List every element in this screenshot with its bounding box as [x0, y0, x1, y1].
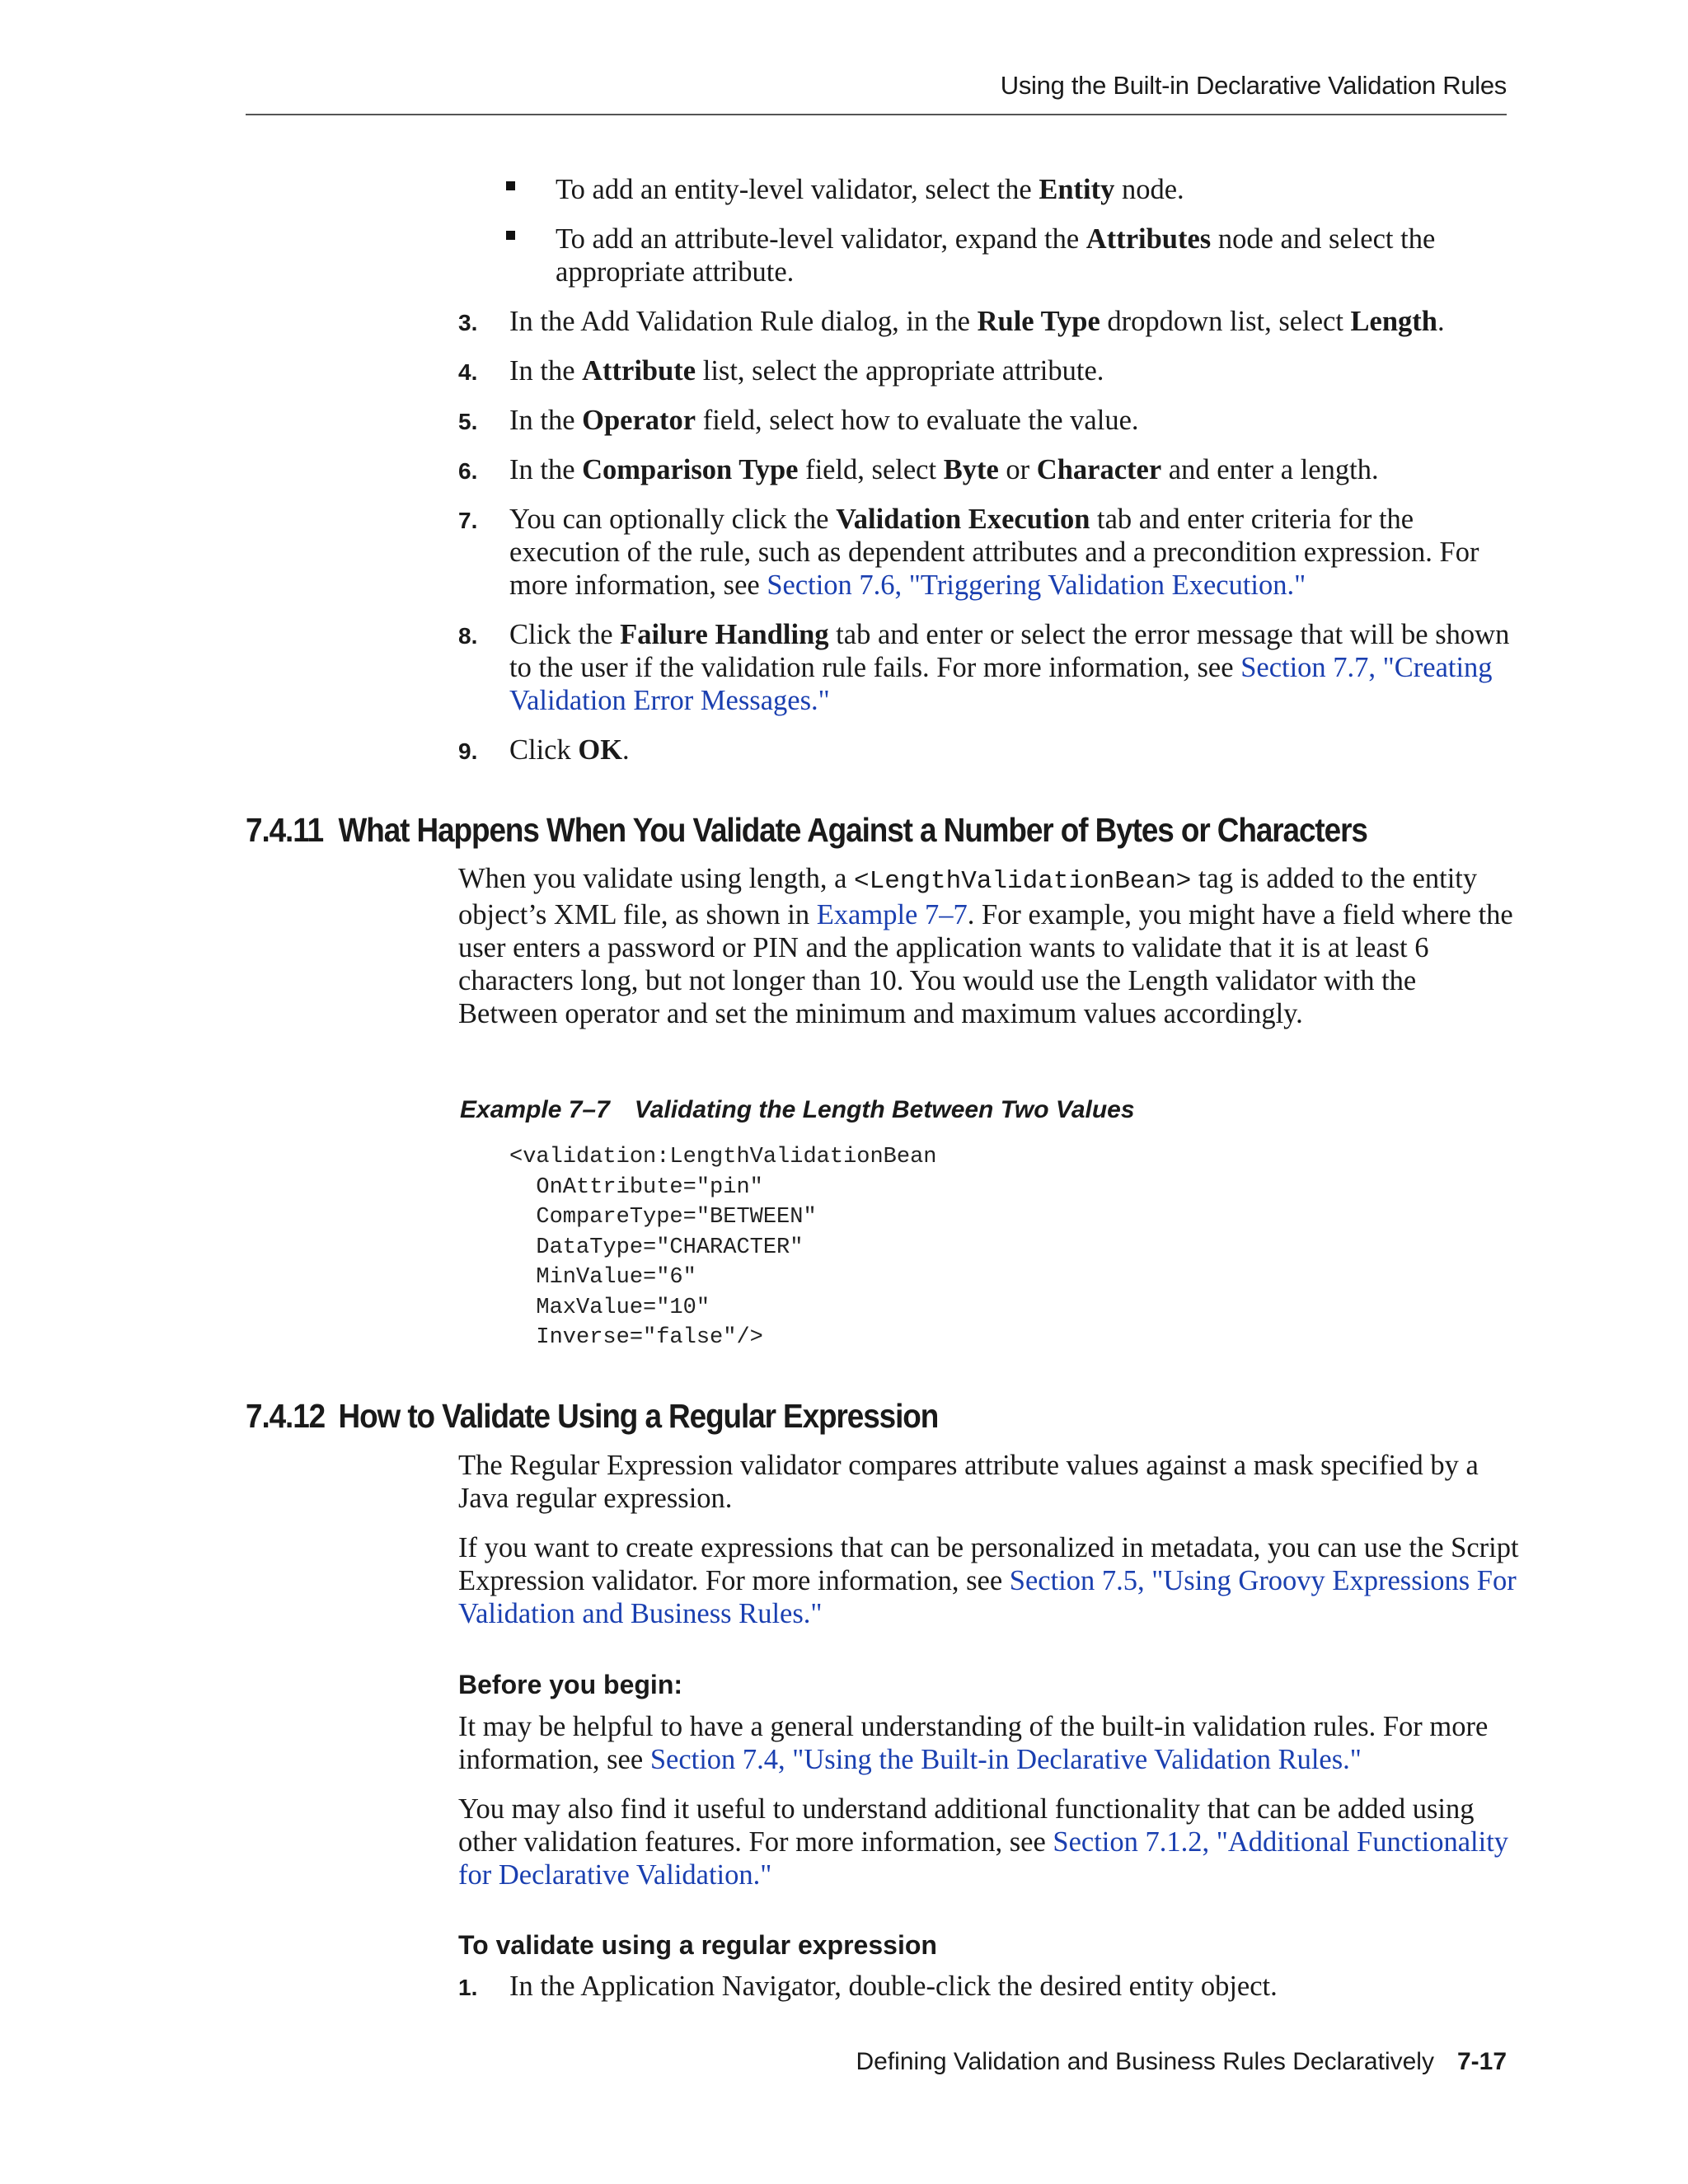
step-text: In the Application Navigator, double-click the desired entity object. — [509, 1971, 1278, 2002]
cross-reference-link[interactable]: Section 7.7, "Creating Validation Error Messages." — [509, 652, 1493, 716]
step-bold: Attribute — [582, 355, 696, 387]
step-item — [458, 404, 1513, 437]
step-text: In the — [509, 454, 583, 485]
step-text: In the Add Validation Rule dialog, in the — [509, 306, 978, 337]
page-footer — [856, 2048, 1507, 2076]
step-item — [458, 354, 1513, 387]
step-text: field, select — [798, 454, 944, 485]
bullet-text: node. — [1114, 174, 1184, 205]
step-text: and enter a length. — [1161, 454, 1379, 485]
step-text: or — [998, 454, 1037, 485]
step-text: In the — [509, 405, 583, 436]
procedure-heading: To validate using a regular expression — [458, 1930, 937, 1960]
section-heading-7-4-11 — [246, 811, 1367, 850]
bullet-text: node and select the appropriate attribute. — [556, 223, 1436, 288]
step-number: 9. — [458, 738, 478, 764]
step-text: . — [622, 734, 630, 766]
step-number: 3. — [458, 310, 478, 335]
section-paragraph — [458, 862, 1522, 1030]
running-header: Using the Built-in Declarative Validation Rules — [1000, 71, 1507, 100]
paragraph-text: . For example, you might have a field where the user enters a password or PIN and the application wants to validate that it is at least 6 characters long, but not longer than 10. You would use the Length validator with the Between operator and set the minimum and maximum values accordingly. — [458, 899, 1513, 1029]
paragraph-text: It may be helpful to have a general understanding of the built-in validation rules. For more information, see — [458, 1711, 1489, 1775]
section-title: What Happens When You Validate Against a Number of Bytes or Characters — [338, 811, 1367, 849]
step-bold: Comparison Type — [582, 454, 799, 485]
step-item — [458, 305, 1513, 338]
bullet-item — [506, 223, 1518, 288]
bullet-square-icon — [506, 181, 515, 190]
bullet-square-icon — [506, 231, 515, 240]
cross-reference-link[interactable]: Section 7.4, "Using the Built-in Declarative Validation Rules." — [649, 1744, 1362, 1775]
example-title: Validating the Length Between Two Values — [634, 1096, 1135, 1123]
section-number: 7.4.12 — [246, 1397, 326, 1435]
step-text: . — [1437, 306, 1445, 337]
section-paragraph — [458, 1793, 1522, 1891]
step-text: tab and enter criteria for the execution of the rule, such as dependent attributes and a precondition expression. For more information, see — [509, 504, 1479, 601]
step-text: list, select the appropriate attribute. — [696, 355, 1104, 387]
step-text: field, select how to evaluate the value. — [696, 405, 1139, 436]
step-number: 4. — [458, 359, 478, 385]
step-number: 5. — [458, 409, 478, 434]
before-you-begin-heading: Before you begin: — [458, 1670, 683, 1699]
bullet-text: To add an entity-level validator, select the — [556, 174, 1039, 205]
footer-title: Defining Validation and Business Rules Declaratively — [856, 2048, 1434, 2075]
step-text: Click — [509, 734, 579, 766]
step-bold: Character — [1036, 454, 1162, 485]
bullet-bold: Entity — [1039, 174, 1115, 205]
section-paragraph: The Regular Expression validator compares attribute values against a mask specified by a Java regular expression. — [458, 1450, 1479, 1514]
paragraph-text: When you validate using length, a — [458, 863, 855, 894]
example-label: Example 7–7 — [460, 1096, 610, 1123]
bullet-text: To add an attribute-level validator, expand the — [556, 223, 1086, 255]
step-bold: Length — [1350, 306, 1437, 337]
section-paragraph — [458, 1531, 1522, 1630]
cross-reference-link[interactable]: Example 7–7 — [816, 899, 968, 930]
step-bold: Validation Execution — [836, 504, 1090, 535]
step-number: 7. — [458, 508, 478, 533]
step-bold: Rule Type — [977, 306, 1100, 337]
section-paragraph — [458, 1710, 1522, 1776]
step-bold: Failure Handling — [620, 619, 829, 650]
step-item — [458, 1970, 1513, 2003]
inline-code: <LengthValidationBean> — [854, 867, 1192, 896]
section-heading-7-4-12 — [246, 1397, 938, 1436]
example-caption — [460, 1096, 1135, 1124]
bullet-bold: Attributes — [1085, 223, 1212, 255]
step-bold: Operator — [582, 405, 696, 436]
step-bold: Byte — [943, 454, 999, 485]
step-item — [458, 618, 1513, 717]
step-text: You can optionally click the — [509, 504, 837, 535]
step-item — [458, 453, 1513, 486]
cross-reference-link[interactable]: Section 7.6, "Triggering Validation Execution." — [767, 569, 1306, 601]
cross-reference-link[interactable]: Section 7.1.2, "Additional Functionality for Declarative Validation." — [458, 1826, 1509, 1891]
step-item — [458, 733, 1513, 766]
step-text: tab and enter or select the error message that will be shown to the user if the validation rule fails. For more information, see — [509, 619, 1510, 683]
header-rule — [246, 114, 1507, 115]
step-text: Click the — [509, 619, 621, 650]
code-block: <validation:LengthValidationBean OnAttribute="pin" CompareType="BETWEEN" DataType="CHARACTER" MinValue="6" MaxValue="10" Inverse="false"/> — [509, 1145, 937, 1350]
paragraph-text: You may also find it useful to understand additional functionality that can be added using other validation features. For more information, see — [458, 1793, 1475, 1858]
section-number: 7.4.11 — [246, 811, 324, 849]
step-number: 6. — [458, 458, 478, 484]
section-title: How to Validate Using a Regular Expression — [338, 1397, 939, 1435]
page-number: 7-17 — [1456, 2048, 1507, 2075]
cross-reference-link[interactable]: Section 7.5, "Using Groovy Expressions For Validation and Business Rules." — [458, 1565, 1517, 1629]
step-number: 8. — [458, 623, 478, 649]
step-item — [458, 503, 1513, 602]
step-bold: OK — [578, 734, 623, 766]
step-number: 1. — [458, 1975, 478, 2000]
step-text: dropdown list, select — [1100, 306, 1351, 337]
paragraph-text: If you want to create expressions that can be personalized in metadata, you can use the Script Expression validator. For more information, see — [458, 1532, 1519, 1596]
step-text: In the — [509, 355, 583, 387]
paragraph-text: tag is added to the entity object’s XML file, as shown in — [458, 863, 1478, 930]
bullet-item — [506, 173, 1518, 206]
